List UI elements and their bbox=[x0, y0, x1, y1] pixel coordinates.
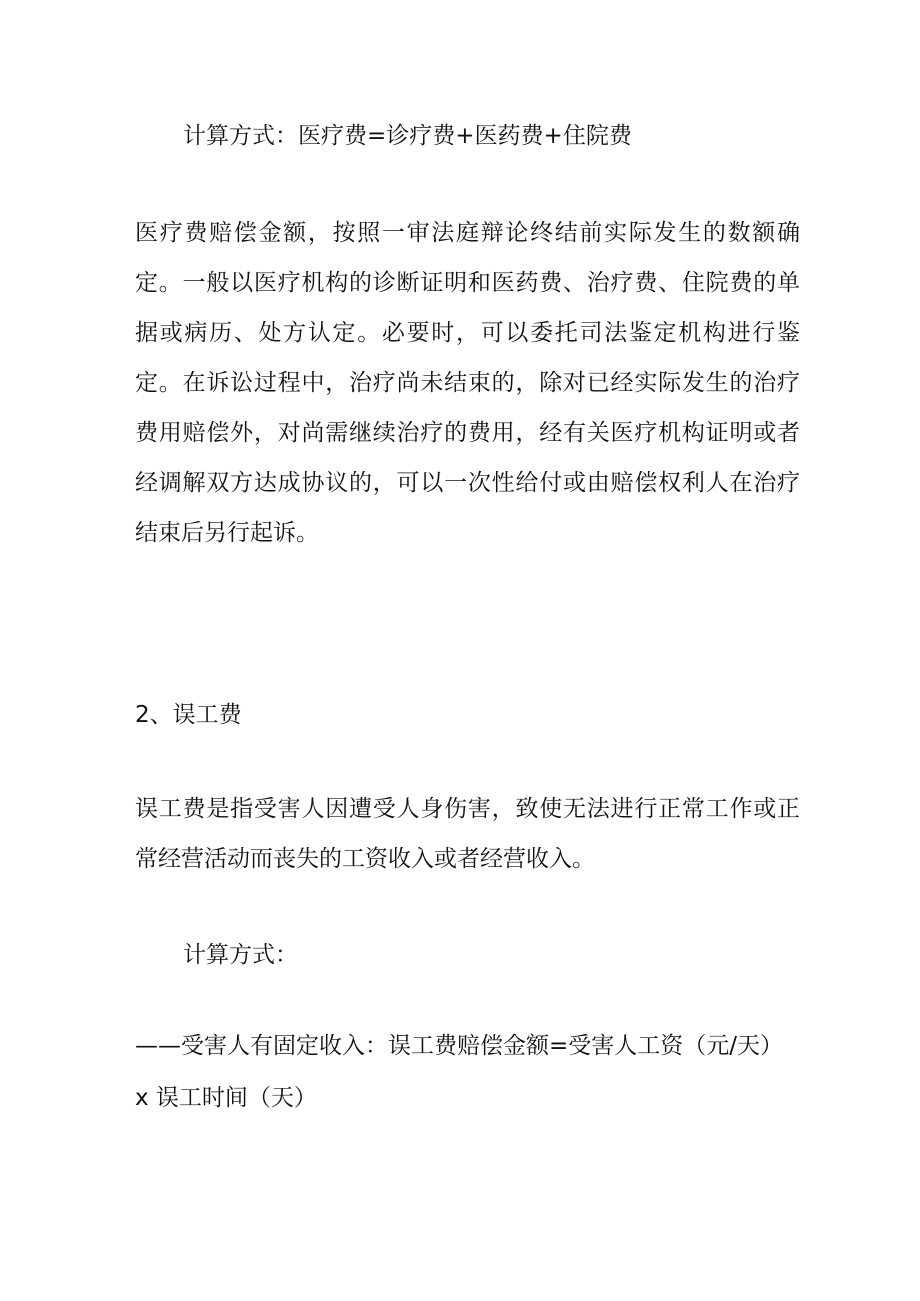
section-heading-lost-wages: 2、误工费 bbox=[135, 702, 242, 728]
lost-wages-calc-label: 计算方式： bbox=[183, 942, 298, 968]
lost-wages-formula-line-2: x 误工时间（天） bbox=[135, 1085, 317, 1111]
lost-wages-formula-line-1: ——受害人有固定收入：误工费赔偿金额=受害人工资（元/天） bbox=[135, 1033, 784, 1059]
medical-fee-paragraph: 医疗费赔偿金额，按照一审法庭辩论终结前实际发生的数额确定。一般以医疗机构的诊断证明和医药费、治疗费、住院费的单据或病历、处方认定。必要时，可以委托司法鉴定机构进行鉴定。在诉讼过程中，治疗尚未结束的，除对已经实际发生的治疗费用赔偿外，对尚需继续治疗的费用，经有关医疗机构证明或者经调解双方达成协议的，可以一次性给付或由赔偿权利人在治疗结束后另行起诉。 bbox=[135, 220, 800, 546]
lost-wages-definition: 误工费是指受害人因遭受人身伤害，致使无法进行正常工作或正常经营活动而丧失的工资收入或者经营收入。 bbox=[135, 796, 800, 872]
medical-fee-formula: 计算方式：医疗费=诊疗费+医药费+住院费 bbox=[183, 123, 632, 149]
